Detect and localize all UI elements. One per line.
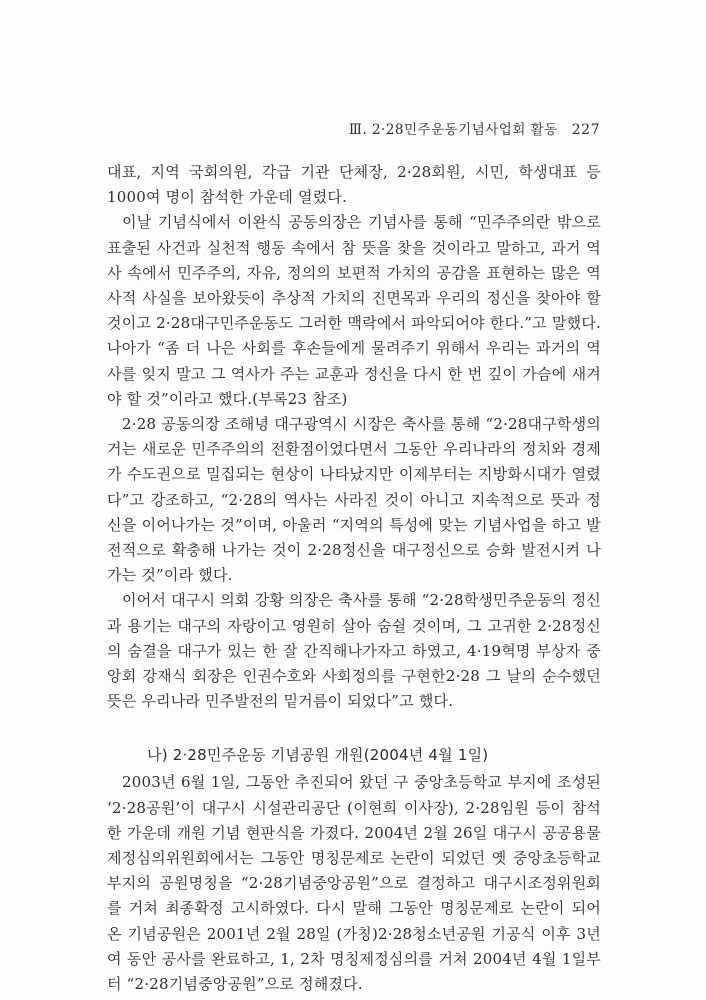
paragraph-attendees: 대표, 지역 국회의원, 각급 기관 단체장, 2·28회원, 시민, 학생대표 등 1000여 명이 참석한 가운데 열렸다. [107,163,601,207]
section-heading: 나) 2·28민주운동 기념공원 개원(2004년 4월 1일) [147,746,489,765]
running-head-title: Ⅲ. 2·28민주운동기념사업회 활동 [348,122,558,138]
paragraph-chairman-speech: 이날 기념식에서 이완식 공동의장은 기념사를 통해 “민주주의란 밖으로 표출된 사건과 실천적 행동 속에서 참 뜻을 찾을 것이라고 말하고, 과거 역사 속에서 민주주의, 자유, 정의의 보편적 가치의 공감을 표현하는 많은 역사적 사실을 보아왔듯이 추상적 가치의 진면목과 우리의 정신을 찾아야 할 것이고 2·28대구민주운동도 그러한 맥락에서 파악되어야 한다.”고 말했다. 나아가 “좀 더 나은 사회를 후손들에게 물려주기 위해서 우리는 과거의 역사를 잊지 말고 그 역사가 주는 교훈과 정신을 다시 한 번 깊이 가슴에 새겨야 할 것”이라고 했다.(부록23 참조) [107,213,601,408]
running-head [107,118,600,138]
page-body [107,160,601,997]
paragraph-council-speech: 이어서 대구시 의회 강황 의장은 축사를 통해 “2·28학생민주운동의 정신과 용기는 대구의 자랑이고 영원히 살아 숨쉴 것이며, 그 고귀한 2·28정신의 숨결을 대구가 있는 한 잘 간직해나가자고 하였고, 4·19혁명 부상자 중앙회 강재식 회장은 인권수호와 사회정의를 구현한2·28 그 날의 순수했던 뜻은 우리나라 민주발전의 밑거름이 되었다”고 했다. [107,591,601,711]
paragraph-mayor-speech: 2·28 공동의장 조해녕 대구광역시 시장은 축사를 통해 “2·28대구학생의거는 새로운 민주주의의 전환점이었다면서 그동안 우리나라의 정치와 경제가 수도권으로 밀집되는 현상이 나타났지만 이제부터는 지방화시대가 열렸다”고 강조하고, “2·28의 역사는 사라진 것이 아니고 지속적으로 뜻과 정신을 이어나가는 것”이며, 아울러 “지역의 특성에 맞는 기념사업을 하고 발전적으로 확충해 나가는 것이 2·28정신을 대구정신으로 승화 발전시켜 나가는 것”이라 했다. [107,415,601,585]
paragraph-memorial-park: 2003년 6월 1일, 그동안 추진되어 왔던 구 중앙초등학교 부지에 조성된 ‘2·28공원’이 대구시 시설관리공단 (이현희 이사장), 2·28임원 등이 참석한 가운데 개원 기념 현판식을 가졌다. 2004년 2월 26일 대구시 공공용물제정심의위원회에서는 그동안 명칭문제로 논란이 되었던 옛 중앙초등학교 부지의 공원명칭을 “2·28기념중앙공원”으로 결정하고 대구시조정위원회를 거쳐 최종확정 고시하였다. 다시 말해 그동안 명칭문제로 논란이 되어 온 기념공원은 2001년 2월 28일 (가칭)2·28청소년공원 기공식 이후 3년여 동안 공사를 완료하고, 1, 2차 명칭제정심의를 거쳐 2004년 4월 1일부터 “2·28기념중앙공원”으로 정해졌다. [107,773,601,994]
page-number: 227 [571,122,600,138]
